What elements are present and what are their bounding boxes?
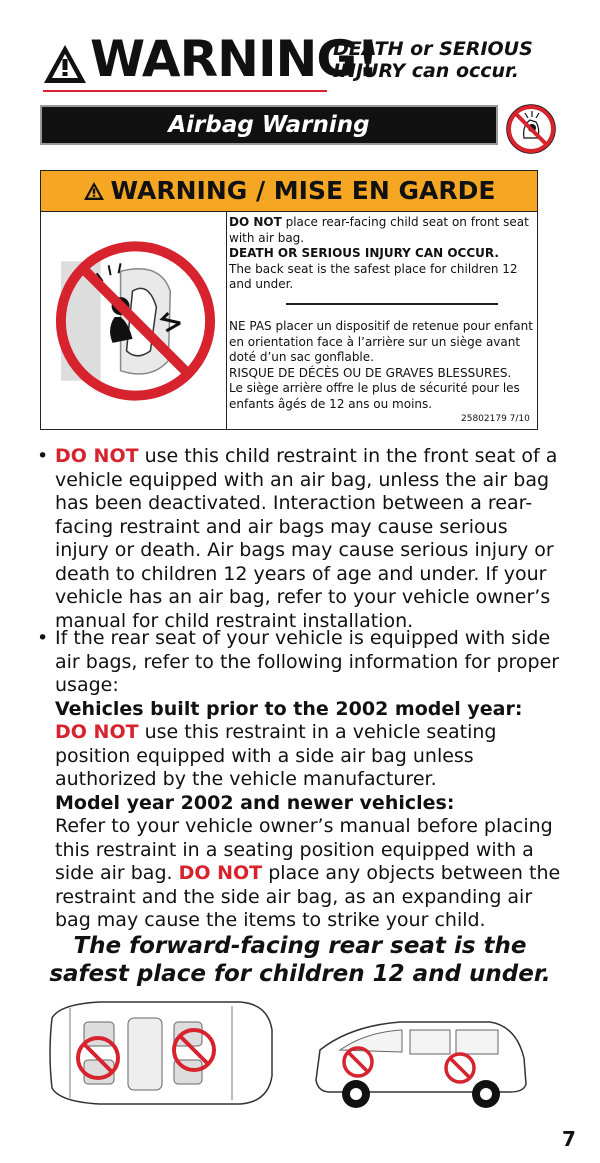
do-not-emphasis: DO NOT xyxy=(178,862,263,884)
do-not-emphasis: DO NOT xyxy=(55,445,139,467)
airbag-prohibition-icon xyxy=(504,102,558,156)
warning-triangle-icon xyxy=(42,43,88,85)
label-fr-line2: Le siège arrière offre le plus de sécurité pour les enfants âgés de 12 ans ou moins. xyxy=(229,381,520,411)
label-english-text xyxy=(229,215,535,293)
bullet-front-seat xyxy=(37,445,565,633)
label-en-bold: DEATH OR SERIOUS INJURY CAN OCCUR. xyxy=(229,246,499,260)
subheading-2002-newer: Model year 2002 and newer vehicles: xyxy=(55,791,455,814)
newer-2002-body2: place any objects between the restraint and the side air bag, as an expanding air bag may cause the items to strike your child. xyxy=(55,862,561,931)
label-en-line1: place rear-facing child seat on front seat with air bag. xyxy=(229,215,529,245)
label-fr-nepas: NE PAS xyxy=(229,319,272,333)
label-french-text xyxy=(229,319,535,412)
bullet-glyph: • xyxy=(37,627,49,649)
warning-heading: WARNING! xyxy=(90,30,379,88)
pre-2002-body: use this restraint in a vehicle seating position equipped with a side air bag unless authorized by the vehicle manufacturer. xyxy=(55,721,497,790)
pre-2002-text xyxy=(55,721,565,792)
closing-statement xyxy=(0,932,600,988)
warning-underline xyxy=(43,90,327,92)
page-number: 7 xyxy=(562,1127,576,1151)
bullet-body: use this child restraint in the front seat of a vehicle equipped with an air bag, unless the air bag has been deactivated. Interaction between a rear-facing restraint and air bags may cause serious injury or death. Air bags may cause serious injury or death to children 12 years of age and under. If your vehicle has an air bag, refer to your vehicle owner’s manual for child restraint installation. xyxy=(55,445,558,632)
bullet-text xyxy=(55,627,565,933)
label-en-line2: The back seat is the safest place for children 12 and under. xyxy=(229,261,518,291)
warning-subheading-line1: DEATH or SERIOUS xyxy=(333,38,533,60)
label-divider xyxy=(286,303,498,305)
no-rear-facing-seat-icon xyxy=(41,211,227,429)
newer-2002-text xyxy=(55,815,565,933)
bullet-text xyxy=(55,445,565,633)
airbag-warning-bar: Airbag Warning xyxy=(40,105,498,145)
warning-label xyxy=(40,170,538,430)
bullet-intro: If the rear seat of your vehicle is equipped with side air bags, refer to the following information for proper usage: xyxy=(55,627,560,696)
warning-label-title: WARNING / MISE EN GARDE xyxy=(110,176,496,205)
warning-triangle-icon xyxy=(83,181,105,201)
label-fr-line1: placer un dispositif de retenue pour enfant en orientation face à l’arrière sur un siège avant doté d’un sac gonflable. xyxy=(229,319,533,364)
warning-label-header xyxy=(41,171,537,212)
closing-line2: safest place for children 12 and under. xyxy=(49,961,551,987)
label-part-code: 25802179 7/10 xyxy=(461,414,530,424)
do-not-emphasis: DO NOT xyxy=(55,721,139,743)
label-en-donot: DO NOT xyxy=(229,215,282,229)
bullet-side-airbags xyxy=(37,627,565,933)
car-top-view-icon xyxy=(40,998,280,1108)
car-side-view-icon xyxy=(310,1010,532,1116)
warning-subheading-line2: INJURY can occur. xyxy=(333,60,519,82)
subheading-pre-2002: Vehicles built prior to the 2002 model year: xyxy=(55,697,523,720)
warning-subheading xyxy=(333,38,533,82)
closing-line1: The forward-facing rear seat is the xyxy=(73,933,527,959)
label-fr-bold: RISQUE DE DÉCÈS OU DE GRAVES BLESSURES. xyxy=(229,365,512,380)
newer-2002-body1: Refer to your vehicle owner’s manual before placing this restraint in a seating position equipped with a side air bag. xyxy=(55,815,553,884)
bullet-glyph: • xyxy=(37,445,49,467)
